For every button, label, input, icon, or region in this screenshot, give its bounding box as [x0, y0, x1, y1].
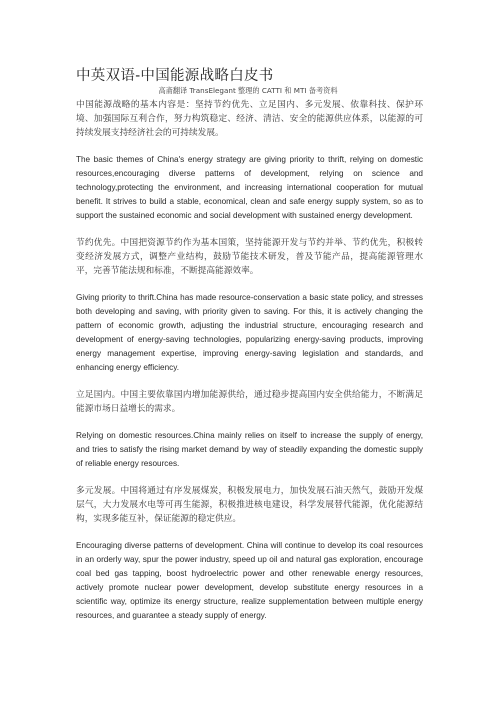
paragraph-en-intro: The basic themes of China's energy strategy are giving priority to thrift, relying on domestic resources,encouraging diverse patterns of development, relying on science and technology,protecting the environment, and increasing international cooperation for mutual benefit. It strives to build a stable, economical, clean and safe energy supply system, so as to support the sustained economic and social development with sustained energy development.	[76, 155, 423, 220]
paragraph-en-diverse: Encouraging diverse patterns of development. China will continue to develop its coal resources in an orderly way, spur the power industry, speed up oil and natural gas exploration, encourage coal bed gas tapping, boost hydroelectric power and other renewable energy resources, actively promote nuclear power development, develop substitute energy resources in a scientific way, optimize its energy structure, realize supplementation between multiple energy resources, and guarantee a steady supply of energy.	[76, 541, 423, 620]
paragraph-en-domestic: Relying on domestic resources.China mainly relies on itself to increase the supply of energy, and tries to satisfy the rising market demand by way of steadily expanding the domestic supply of reliable energy resources.	[76, 431, 423, 468]
paragraph-zh-thrift: 节约优先。中国把资源节约作为基本国策，坚持能源开发与节约并举、节约优先，积极转变经济发展方式，调整产业结构，鼓励节能技术研发，普及节能产品，提高能源管理水平，完善节能法规和标准，不断提高能源效率。	[76, 238, 423, 276]
document-title: 中英双语-中国能源战略白皮书	[76, 68, 274, 84]
paragraph-zh-diverse: 多元发展。中国将通过有序发展煤炭，积极发展电力，加快发展石油天然气，鼓励开发煤层气，大力发展水电等可再生能源，积极推进核电建设，科学发展替代能源，优化能源结构，实现多能互补，保证能源的稳定供应。	[76, 486, 423, 524]
document-body	[76, 98, 423, 636]
paragraph-en-thrift: Giving priority to thrift.China has made resource-conservation a basic state policy, and stresses both developing and saving, with priority given to saving. For this, it is actively changing the pattern of economic growth, adjusting the industrial structure, encouraging research and development of energy-saving technologies, popularizing energy-saving products, improving energy management expertise, improving energy-saving legislation and standards, and enhancing energy efficiency.	[76, 293, 423, 372]
paragraph-zh-intro: 中国能源战略的基本内容是：坚持节约优先、立足国内、多元发展、依靠科技、保护环境、加强国际互利合作，努力构筑稳定、经济、清洁、安全的能源供应体系，以能源的可持续发展支持经济社会的可持续发展。	[76, 100, 423, 138]
paragraph-zh-domestic: 立足国内。中国主要依靠国内增加能源供给，通过稳步提高国内安全供给能力，不断满足能源市场日益增长的需求。	[76, 390, 423, 414]
document-subtitle: 高斋翻译 TransElegant 整理的 CATTI 和 MTI 备考资料	[158, 86, 338, 95]
